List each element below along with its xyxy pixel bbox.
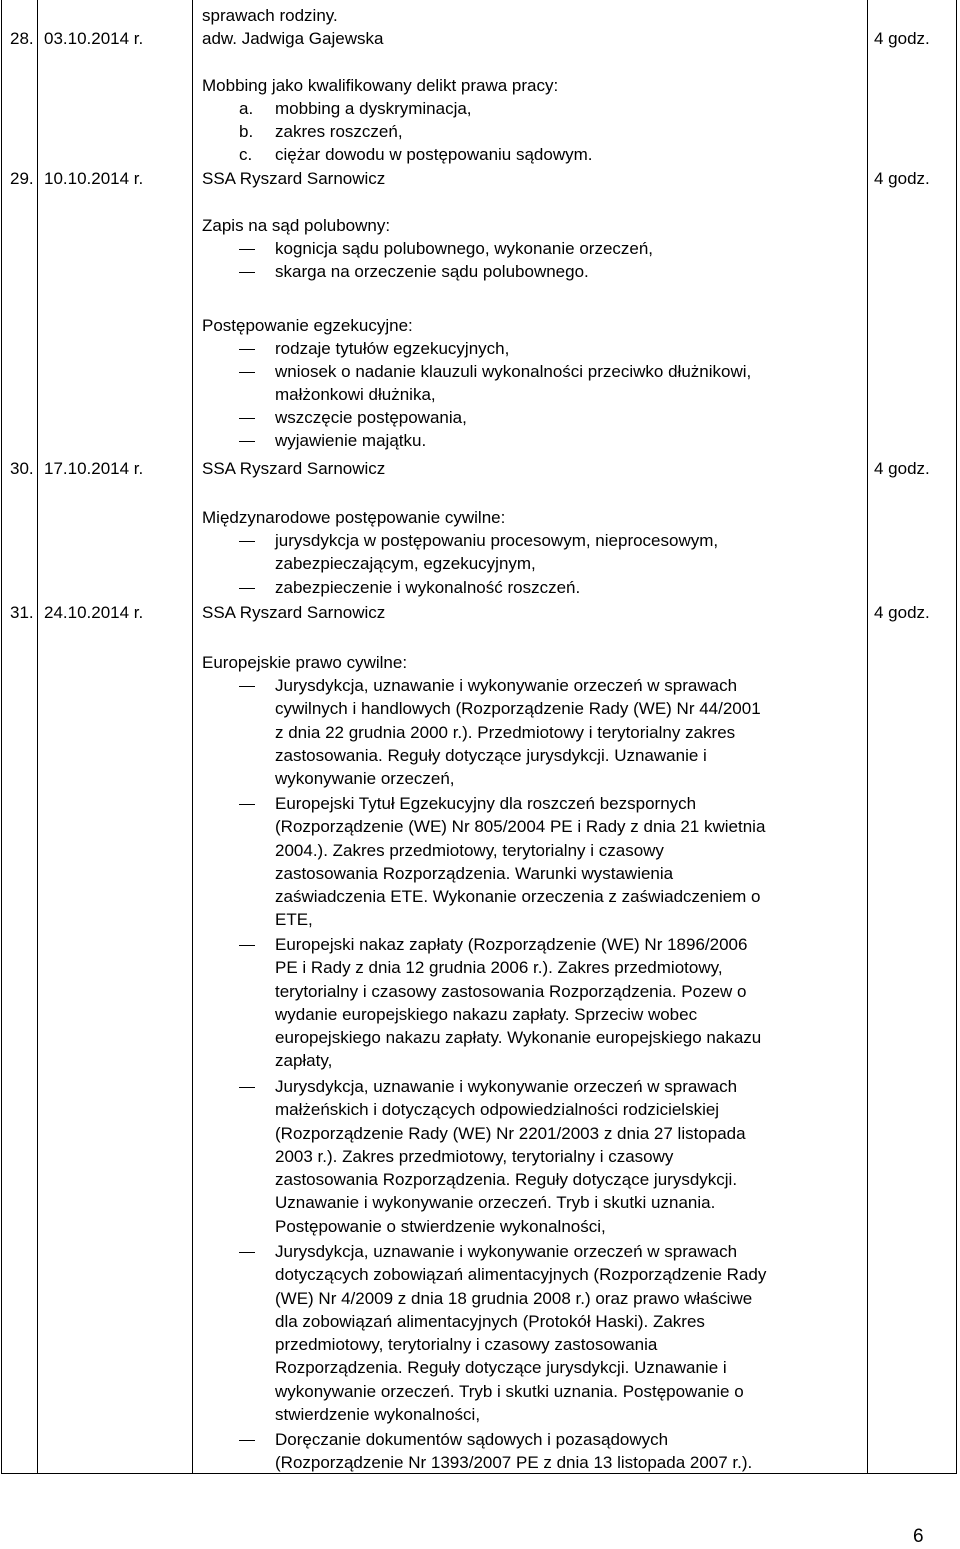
bullet-dash [239, 418, 255, 419]
eu-topic-item-line: dotyczących zobowiązań alimentacyjnych (Rozporządzenie Rady [275, 1265, 767, 1285]
topic-item-text: ciężar dowodu w postępowaniu sądowym. [275, 145, 593, 164]
topic-item-text: zabezpieczenie i wykonalność roszczeń. [275, 578, 581, 597]
row-date-28: 03.10.2014 r. [44, 29, 144, 48]
eu-topic-item-line: Uznawanie i wykonywanie orzeczeń. Tryb i skutki uznania. [275, 1193, 716, 1213]
topic-item-letter: c. [239, 145, 253, 164]
eu-topic-item-line: z dnia 22 grudnia 2000 r.). Przedmiotowy i terytorialny zakres [275, 722, 736, 742]
table-border-left [1, 0, 2, 1474]
row-lecturer-29: SSA Ryszard Sarnowicz [202, 169, 386, 188]
eu-topic-item-line: zaświadczenia ETE. Wykonanie orzeczenia z zaświadczeniem o [275, 887, 761, 907]
eu-topic-item-line: ETE, [275, 910, 313, 930]
row-hours-28: 4 godz. [874, 29, 930, 48]
eu-topic-item-line: Europejski Tytuł Egzekucyjny dla roszczeń bezspornych [275, 794, 697, 813]
eu-topic-item-line: Europejski nakaz zapłaty (Rozporządzenie (WE) Nr 1896/2006 [275, 935, 748, 954]
eu-topic-item-line: małżeńskich i dotyczących odpowiedzialności rodzicielskiej [275, 1100, 720, 1120]
topic-continuation-text: sprawach rodziny. [202, 6, 338, 25]
row-date-31: 24.10.2014 r. [44, 603, 144, 622]
eu-topic-item-line: (Rozporządzenie (WE) Nr 805/2004 PE i Rady z dnia 21 kwietnia [275, 817, 766, 837]
bullet-dash [239, 1252, 255, 1253]
row-lecturer-31: SSA Ryszard Sarnowicz [202, 603, 386, 622]
bullet-dash [239, 272, 255, 273]
row-date-30: 17.10.2014 r. [44, 459, 144, 478]
topic-item-text: zabezpieczającym, egzekucyjnym, [275, 554, 536, 573]
eu-topic-item-line: 2004.). Zakres przedmiotowy, terytorialny i czasowy [275, 840, 664, 860]
eu-topic-item [275, 1240, 875, 1426]
eu-topic-item-line: Jurysdykcja, uznawanie i wykonywanie orzeczeń w sprawach [275, 1077, 738, 1096]
eu-topic-item-line: (Rozporządzenie Nr 1393/2007 PE z dnia 13 listopada 2007 r.). [275, 1453, 753, 1473]
row-number-28: 28. [10, 29, 34, 48]
row-lecturer-28: adw. Jadwiga Gajewska [202, 29, 384, 48]
eu-topic-item-line: (WE) Nr 4/2009 z dnia 18 grudnia 2008 r.) oraz prawo właściwe [275, 1288, 753, 1308]
row-hours-30: 4 godz. [874, 459, 930, 478]
topic-item-letter: a. [239, 99, 254, 118]
eu-topic-item-line: zapłaty, [275, 1051, 333, 1071]
row-date-29: 10.10.2014 r. [44, 169, 144, 188]
topic-heading-arbitration: Zapis na sąd polubowny: [202, 216, 391, 235]
topic-item-text: wniosek o nadanie klauzuli wykonalności przeciwko dłużnikowi, [275, 362, 752, 381]
row-hours-31: 4 godz. [874, 603, 930, 622]
eu-topic-item-line: zastosowania. Reguły dotyczące jurysdykcji. Uznawanie i [275, 745, 707, 765]
topic-item-text: wyjawienie majątku. [275, 431, 427, 450]
table-border-right [956, 0, 957, 1474]
table-divider-date-topic [192, 0, 193, 1474]
topic-item-text: rodzaje tytułów egzekucyjnych, [275, 339, 510, 358]
table-divider-number-date [37, 0, 38, 1474]
bullet-dash [239, 1440, 255, 1441]
topic-item-text: kognicja sądu polubownego, wykonanie orzeczeń, [275, 239, 654, 258]
topic-item-text: zakres roszczeń, [275, 122, 403, 141]
eu-topic-item-line: stwierdzenie wykonalności, [275, 1405, 481, 1425]
eu-topic-item-line: Doręczanie dokumentów sądowych i pozasądowych [275, 1430, 669, 1449]
row-number-29: 29. [10, 169, 34, 188]
topic-item-text: skarga na orzeczenie sądu polubownego. [275, 262, 589, 281]
topic-item-letter: b. [239, 122, 254, 141]
topic-heading-mobbing: Mobbing jako kwalifikowany delikt prawa pracy: [202, 76, 559, 95]
topic-heading-enforcement: Postępowanie egzekucyjne: [202, 316, 413, 335]
eu-topic-item-line: Rozporządzenia. Reguły dotyczące jurysdykcji. Uznawanie i [275, 1358, 727, 1378]
row-number-30: 30. [10, 459, 34, 478]
bullet-dash [239, 349, 255, 350]
bullet-dash [239, 804, 255, 805]
topic-heading-eu-civil-law: Europejskie prawo cywilne: [202, 653, 408, 672]
eu-topic-item-line: PE i Rady z dnia 12 grudnia 2006 r.). Zakres przedmiotowy, [275, 958, 723, 978]
bullet-dash [239, 541, 255, 542]
eu-topic-item-line: Jurysdykcja, uznawanie i wykonywanie orzeczeń w sprawach [275, 676, 738, 695]
bullet-dash [239, 441, 255, 442]
bullet-dash [239, 588, 255, 589]
bullet-dash [239, 372, 255, 373]
row-lecturer-30: SSA Ryszard Sarnowicz [202, 459, 386, 478]
eu-topic-item-line: dla zobowiązań alimentacyjnych (Protokół Haski). Zakres [275, 1311, 705, 1331]
eu-topic-item-line: zastosowania Rozporządzenia. Warunki wystawienia [275, 863, 674, 883]
eu-topic-item [275, 674, 875, 790]
eu-topic-item-line: Postępowanie o stwierdzenie wykonalności, [275, 1216, 606, 1236]
eu-topic-item-line: wykonywanie orzeczeń, [275, 769, 455, 789]
bullet-dash [239, 249, 255, 250]
topic-heading-international: Międzynarodowe postępowanie cywilne: [202, 508, 506, 527]
topic-item-text: jurysdykcja w postępowaniu procesowym, nieprocesowym, [275, 531, 719, 550]
eu-topic-item-line: europejskiego nakazu zapłaty. Wykonanie europejskiego nakazu [275, 1028, 762, 1048]
eu-topic-item [275, 933, 875, 1073]
topic-item-text: mobbing a dyskryminacja, [275, 99, 472, 118]
bullet-dash [239, 1087, 255, 1088]
eu-topic-item-line: wydanie europejskiego nakazu zapłaty. Sprzeciw wobec [275, 1004, 698, 1024]
eu-topic-item-line: przedmiotowy, terytorialny i czasowy zastosowania [275, 1335, 658, 1355]
bullet-dash [239, 686, 255, 687]
eu-topic-item-line: Jurysdykcja, uznawanie i wykonywanie orzeczeń w sprawach [275, 1242, 738, 1261]
eu-topic-item-line: 2003 r.). Zakres przedmiotowy, terytorialny i czasowy [275, 1146, 674, 1166]
topic-item-text: małżonkowi dłużnika, [275, 385, 436, 404]
page-number: 6 [913, 1526, 924, 1547]
eu-topic-item-line: (Rozporządzenie Rady (WE) Nr 2201/2003 z dnia 27 listopada [275, 1123, 746, 1143]
bullet-dash [239, 945, 255, 946]
topic-item-text: wszczęcie postępowania, [275, 408, 467, 427]
eu-topic-item [275, 1428, 875, 1475]
eu-topic-item-line: cywilnych i handlowych (Rozporządzenie Rady (WE) Nr 44/2001 [275, 699, 761, 719]
eu-topic-item [275, 792, 875, 932]
row-number-31: 31. [10, 603, 34, 622]
eu-topic-item-line: zastosowania Rozporządzenia. Reguły dotyczące jurysdykcji. [275, 1170, 738, 1190]
eu-topic-item-line: terytorialny i czasowy zastosowania Rozporządzenia. Pozew o [275, 981, 747, 1001]
row-hours-29: 4 godz. [874, 169, 930, 188]
eu-topic-item [275, 1075, 875, 1238]
eu-topic-item-line: wykonywanie orzeczeń. Tryb i skutki uznania. Postępowanie o [275, 1381, 744, 1401]
